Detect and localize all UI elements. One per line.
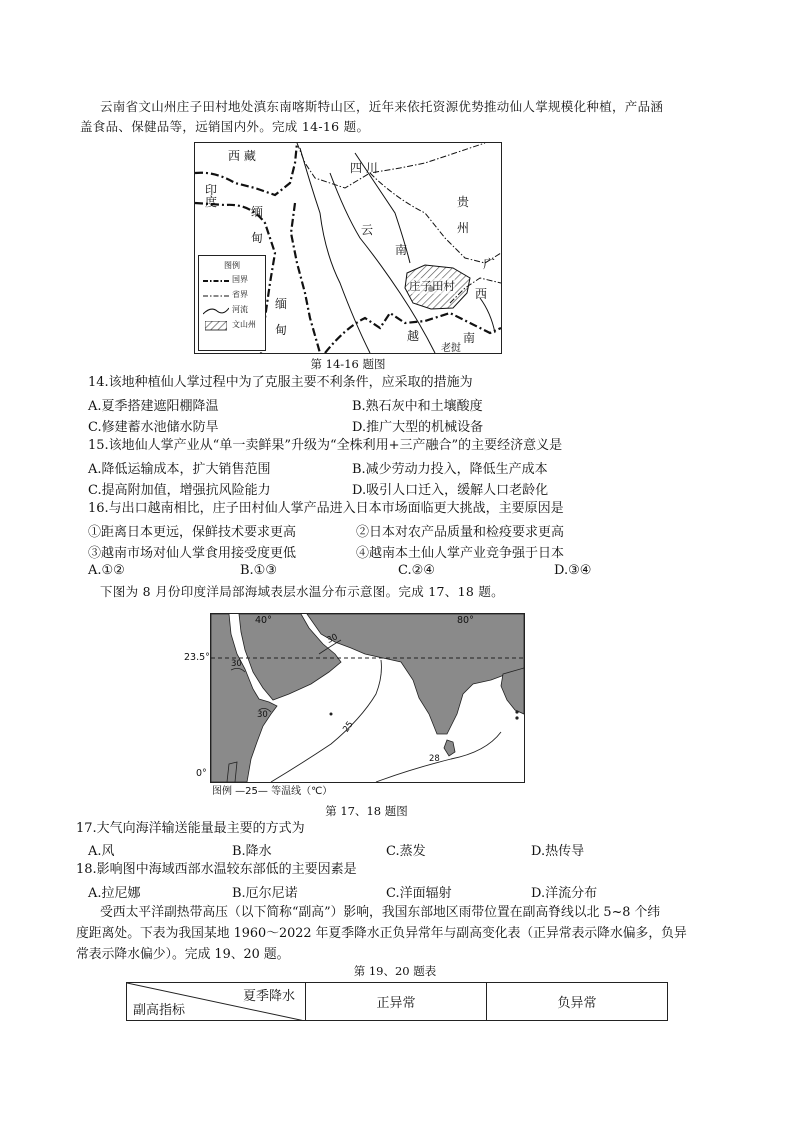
q15-option-a: A.降低运输成本，扩大销售范围 — [88, 462, 271, 477]
table-corner-top: 夏季降水 — [242, 989, 295, 1004]
q15-stem: 15.该地仙人掌产业从“单一卖鲜果”升级为“全株利用+三产融合”的主要经济意义是 — [88, 438, 563, 453]
label-guizhou-1: 贵 — [457, 195, 470, 209]
label-guangxi-1: 广 — [483, 257, 496, 271]
legend-item-wenshan: 文山州 — [232, 320, 256, 329]
label-yuenan-1: 越 — [407, 329, 420, 343]
q16-statement-2: ②日本对农产品质量和检疫要求更高 — [356, 525, 565, 540]
map1-caption: 第 14-16 题图 — [310, 357, 386, 371]
lat-23-label: 23.5° — [184, 652, 210, 663]
label-miandian2-2: 甸 — [275, 323, 288, 337]
q15-option-b: B.减少劳动力投入，降低生产成本 — [352, 462, 548, 477]
isotherm-label-30-a: 30 — [325, 632, 340, 646]
map1-legend — [198, 255, 266, 351]
q16-option-b: B.①③ — [240, 563, 277, 578]
q18-option-a: A.拉尼娜 — [88, 886, 141, 901]
legend-item-border: 国界 — [232, 275, 248, 284]
intro-line-2: 盖食品、保健品等，远销国内外。完成 14-16 题。 — [80, 119, 370, 134]
q16-option-a: A.①② — [88, 563, 125, 578]
legend-title: 图例 — [224, 261, 240, 270]
table-header-negative: 负异常 — [487, 983, 668, 1021]
q18-option-b: B.厄尔尼诺 — [232, 886, 298, 901]
q17-stem: 17.大气向海洋输送能量最主要的方式为 — [76, 821, 305, 836]
table-caption: 第 19、20 题表 — [353, 964, 437, 978]
lat-0-label: 0° — [196, 768, 207, 779]
q14-option-b: B.熟石灰中和土壤酸度 — [352, 399, 483, 414]
intro3-line-2: 度距离处。下表为我国某地 1960～2022 年夏季降水正负异常年与副高变化表（正异常表示降水偏多，负异 — [76, 926, 687, 941]
table-header-positive: 正异常 — [306, 983, 487, 1021]
q16-option-d: D.③④ — [554, 563, 592, 578]
q16-stem: 16.与出口越南相比，庄子田村仙人掌产品进入日本市场面临更大挑战，主要原因是 — [88, 501, 564, 516]
isotherm-label-25: 25 — [341, 719, 356, 735]
label-guizhou-2: 州 — [457, 221, 470, 235]
label-yindu-2: 度 — [205, 195, 218, 209]
label-yindu-1: 印 — [205, 183, 218, 197]
q15-option-d: D.吸引人口迁入，缓解人口老龄化 — [352, 483, 549, 498]
precip-table — [126, 982, 668, 1021]
label-miandian-2: 甸 — [251, 231, 264, 245]
label-yunnan-2: 南 — [395, 243, 408, 257]
label-miandian2-1: 缅 — [275, 297, 288, 311]
q16-statement-3: ③越南市场对仙人掌食用接受度更低 — [88, 546, 297, 561]
q18-option-c: C.洋面辐射 — [386, 886, 452, 901]
intro3-line-3: 常表示降水偏少）。完成 19、20 题。 — [76, 947, 290, 962]
label-miandian-1: 缅 — [251, 205, 264, 219]
q18-option-d: D.洋流分布 — [531, 886, 598, 901]
q14-option-c: C.修建蓄水池储水防旱 — [88, 420, 219, 435]
q14-option-d: D.推广大型的机械设备 — [352, 420, 484, 435]
table-corner-bottom: 副高指标 — [133, 1003, 186, 1018]
q16-option-c: C.②④ — [398, 563, 435, 578]
intro2: 下图为 8 月份印度洋局部海域表层水温分布示意图。完成 17、18 题。 — [100, 584, 504, 599]
lon-80-label: 80° — [457, 615, 474, 626]
q18-stem: 18.影响图中海域西部水温较东部低的主要因素是 — [76, 862, 357, 877]
q17-option-a: A.风 — [88, 844, 115, 859]
q15-option-c: C.提高附加值，增强抗风险能力 — [88, 483, 271, 498]
isotherm-label-30-b: 30 — [231, 659, 242, 669]
intro-line-1: 云南省文山州庄子田村地处滇东南喀斯特山区，近年来依托资源优势推动仙人掌规模化种植，产品涵 — [100, 99, 664, 114]
q16-statement-1: ①距离日本更远，保鲜技术要求更高 — [88, 525, 297, 540]
q17-option-c: C.蒸发 — [386, 844, 426, 859]
label-laowo: 老挝 — [441, 343, 461, 354]
isotherm-label-28: 28 — [429, 754, 440, 764]
q17-option-b: B.降水 — [232, 844, 272, 859]
map2-legend: 图例 —25— 等温线（℃） — [212, 786, 333, 797]
map2-caption: 第 17、18 题图 — [325, 804, 408, 818]
legend-item-river: 河流 — [232, 305, 248, 314]
label-village: 庄子田村 — [409, 279, 455, 293]
yunnan-map — [194, 142, 502, 354]
q14-stem: 14.该地种植仙人掌过程中为了克服主要不利条件，应采取的措施为 — [88, 375, 473, 390]
q14-option-a: A.夏季搭建遮阳棚降温 — [88, 399, 219, 414]
isotherm-label-30-c: 30 — [257, 710, 268, 720]
label-guangxi-2: 西 — [475, 287, 488, 301]
label-yuenan-2: 南 — [463, 331, 476, 345]
legend-item-province: 省界 — [232, 290, 248, 299]
table-corner-cell — [127, 983, 306, 1021]
label-yunnan-1: 云 — [361, 223, 374, 237]
q16-statement-4: ④越南本土仙人掌产业竞争强于日本 — [356, 546, 565, 561]
intro3-line-1: 受西太平洋副热带高压（以下简称“副高”）影响，我国东部地区雨带位置在副高脊线以北 5~8 个纬 — [100, 905, 661, 920]
indian-ocean-map — [210, 613, 525, 783]
q17-option-d: D.热传导 — [531, 844, 585, 859]
label-xizang: 西 藏 — [228, 149, 256, 163]
lon-40-label: 40° — [255, 615, 272, 626]
label-sichuan: 四 川 — [350, 161, 378, 175]
